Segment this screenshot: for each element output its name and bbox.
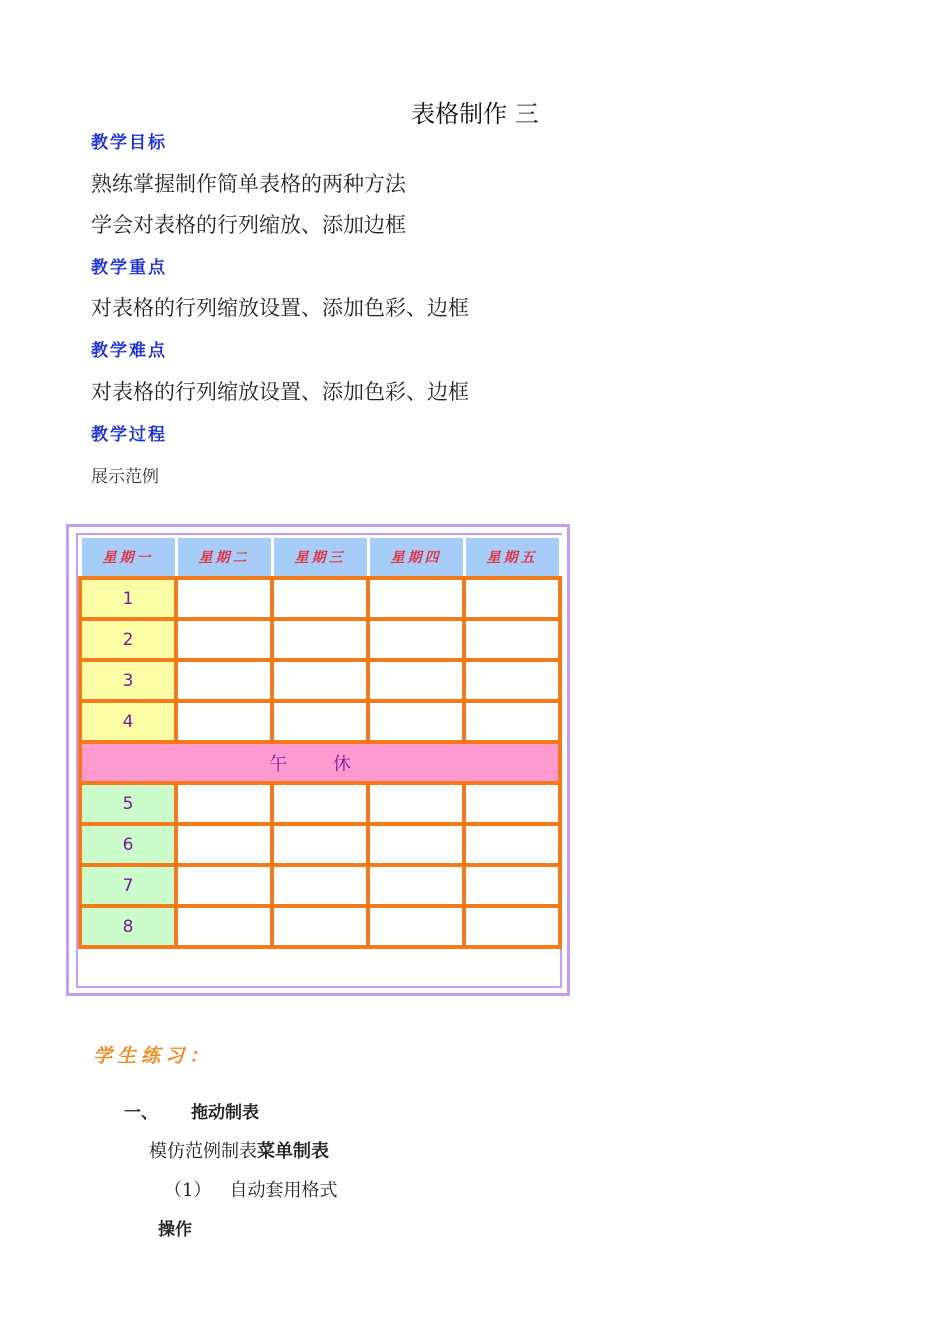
- empty-cell: [464, 783, 560, 824]
- period-cell: 5: [80, 783, 176, 824]
- goal-line-1: 熟练掌握制作简单表格的两种方法: [91, 172, 406, 196]
- process-line: 展示范例: [91, 467, 159, 487]
- header-cell: 星期三: [272, 537, 368, 579]
- empty-cell: [464, 701, 560, 742]
- header-cell: 星期二: [176, 537, 272, 579]
- empty-cell: [272, 865, 368, 906]
- table-row: [80, 701, 560, 742]
- empty-cell: [368, 660, 464, 701]
- empty-cell: [368, 865, 464, 906]
- period-cell: 8: [80, 906, 176, 947]
- table-row: [80, 783, 560, 824]
- empty-cell: [176, 660, 272, 701]
- difficulty-line: 对表格的行列缩放设置、添加色彩、边框: [91, 380, 469, 404]
- noon-break-cell: 午 休: [80, 742, 560, 783]
- empty-cell: [368, 701, 464, 742]
- process-heading: 教学过程: [91, 425, 167, 445]
- line3-text: 自动套用格式: [229, 1180, 338, 1201]
- table-row: [80, 578, 560, 619]
- empty-cell: [368, 906, 464, 947]
- empty-cell: [464, 578, 560, 619]
- empty-cell: [464, 865, 560, 906]
- empty-cell: [272, 619, 368, 660]
- item1-label: 拖动制表: [191, 1103, 259, 1123]
- empty-cell: [176, 783, 272, 824]
- empty-cell: [272, 824, 368, 865]
- period-cell: 6: [80, 824, 176, 865]
- difficulty-heading: 教学难点: [91, 341, 167, 361]
- empty-cell: [464, 660, 560, 701]
- empty-cell: [368, 578, 464, 619]
- empty-cell: [272, 783, 368, 824]
- noon-break-row: [80, 742, 560, 783]
- empty-cell: [368, 783, 464, 824]
- table-row: [80, 906, 560, 947]
- line2-prefix: 模仿范例制表: [149, 1141, 257, 1162]
- table-row: [80, 865, 560, 906]
- header-cell: 星期一: [80, 537, 176, 579]
- empty-cell: [176, 701, 272, 742]
- practice-line-2: [149, 1137, 329, 1163]
- key-heading: 教学重点: [91, 258, 167, 278]
- table-row: [80, 619, 560, 660]
- practice-line-4: 操作: [158, 1220, 192, 1240]
- table-row: [80, 824, 560, 865]
- empty-cell: [272, 701, 368, 742]
- empty-cell: [176, 578, 272, 619]
- header-cell: 星期四: [368, 537, 464, 579]
- table-row: [80, 660, 560, 701]
- goal-line-2: 学会对表格的行列缩放、添加边框: [91, 213, 406, 237]
- empty-cell: [272, 660, 368, 701]
- empty-cell: [464, 619, 560, 660]
- empty-cell: [176, 906, 272, 947]
- empty-cell: [464, 824, 560, 865]
- period-cell: 4: [80, 701, 176, 742]
- practice-heading: 学生练习：: [93, 1045, 214, 1067]
- period-cell: 3: [80, 660, 176, 701]
- period-cell: 2: [80, 619, 176, 660]
- practice-line-3: [164, 1176, 337, 1202]
- header-cell: 星期五: [464, 537, 560, 579]
- empty-cell: [176, 824, 272, 865]
- page-title: 表格制作 三: [411, 100, 539, 128]
- key-line: 对表格的行列缩放设置、添加色彩、边框: [91, 296, 469, 320]
- empty-cell: [272, 578, 368, 619]
- empty-cell: [176, 865, 272, 906]
- empty-cell: [368, 824, 464, 865]
- schedule-table: [78, 535, 562, 949]
- line3-number: （1）: [164, 1180, 212, 1201]
- empty-cell: [272, 906, 368, 947]
- goal-heading: 教学目标: [91, 133, 167, 153]
- empty-cell: [368, 619, 464, 660]
- period-cell: 7: [80, 865, 176, 906]
- schedule-header-row: [80, 537, 560, 579]
- empty-cell: [176, 619, 272, 660]
- period-cell: 1: [80, 578, 176, 619]
- line2-bold: 菜单制表: [257, 1141, 329, 1162]
- empty-cell: [464, 906, 560, 947]
- item1-number: 一、: [124, 1103, 158, 1123]
